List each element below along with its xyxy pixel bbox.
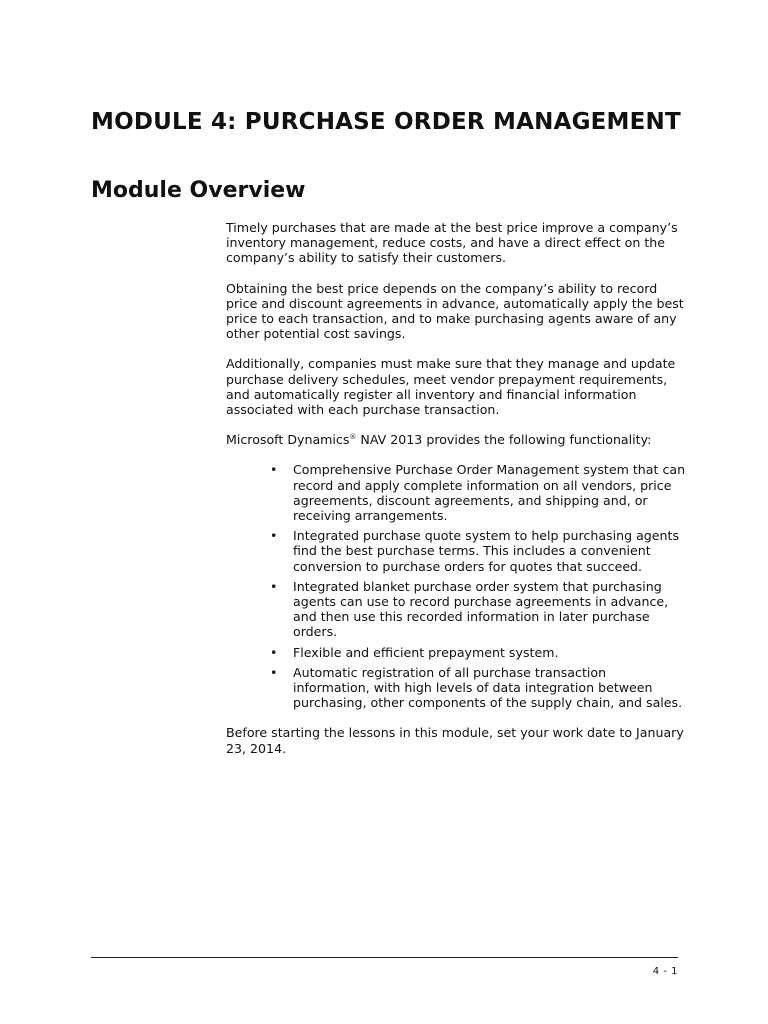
page-number: 4 - 1 [652, 966, 678, 977]
paragraph: Additionally, companies must make sure that they manage and update purchase delivery schedules, meet vendor prepayment requirements, and automatically register all inventory and financial information associated with each purchase transaction. [226, 356, 676, 418]
list-item [226, 579, 686, 640]
list-item [226, 665, 686, 711]
paragraph: Obtaining the best price depends on the company’s ability to record price and discount agreements in advance, automatically apply the best price to each transaction, and to make purchasing agents aware of any other potential cost savings. [226, 280, 684, 342]
module-title: MODULE 4: PURCHASE ORDER MANAGEMENT [91, 109, 681, 135]
bullet-icon: • [270, 644, 278, 660]
product-name: Microsoft Dynamics [226, 432, 350, 448]
body-content [226, 220, 686, 771]
list-item [226, 528, 686, 574]
functionality-list [226, 462, 686, 710]
list-item [226, 645, 686, 660]
paragraph: Before starting the lessons in this module, set your work date to January 23, 2014. [226, 725, 684, 756]
section-heading: Module Overview [91, 178, 306, 203]
bullet-icon: • [270, 528, 278, 544]
list-item-text: Integrated purchase quote system to help purchasing agents find the best purchase terms. This includes a convenient conversion to purchase orders for quotes that succeed. [293, 528, 680, 574]
paragraph: Timely purchases that are made at the best price improve a company’s inventory management, reduce costs, and have a direct effect on the company’s ability to satisfy their customers. [226, 220, 678, 266]
list-item [226, 462, 686, 523]
footer-divider [91, 957, 678, 958]
list-item-text: Automatic registration of all purchase transaction information, with high levels of data integration between purchasing, other components of the supply chain, and sales. [293, 664, 683, 711]
functionality-intro [226, 432, 686, 447]
registered-mark: ® [349, 433, 357, 442]
list-item-text: Comprehensive Purchase Order Management system that can record and apply complete information on all vendors, price agreements, discount agreements, and shipping and, or receiving arrangements. [293, 462, 686, 524]
list-item-text: Flexible and efficient prepayment system. [293, 644, 559, 660]
list-item-text: Integrated blanket purchase order system that purchasing agents can use to record purchase agreements in advance, and then use this recorded information in later purchase orders. [293, 578, 669, 640]
intro-text: NAV 2013 provides the following functionality: [356, 432, 652, 448]
bullet-icon: • [270, 578, 278, 594]
bullet-icon: • [270, 664, 278, 680]
bullet-icon: • [270, 462, 278, 478]
